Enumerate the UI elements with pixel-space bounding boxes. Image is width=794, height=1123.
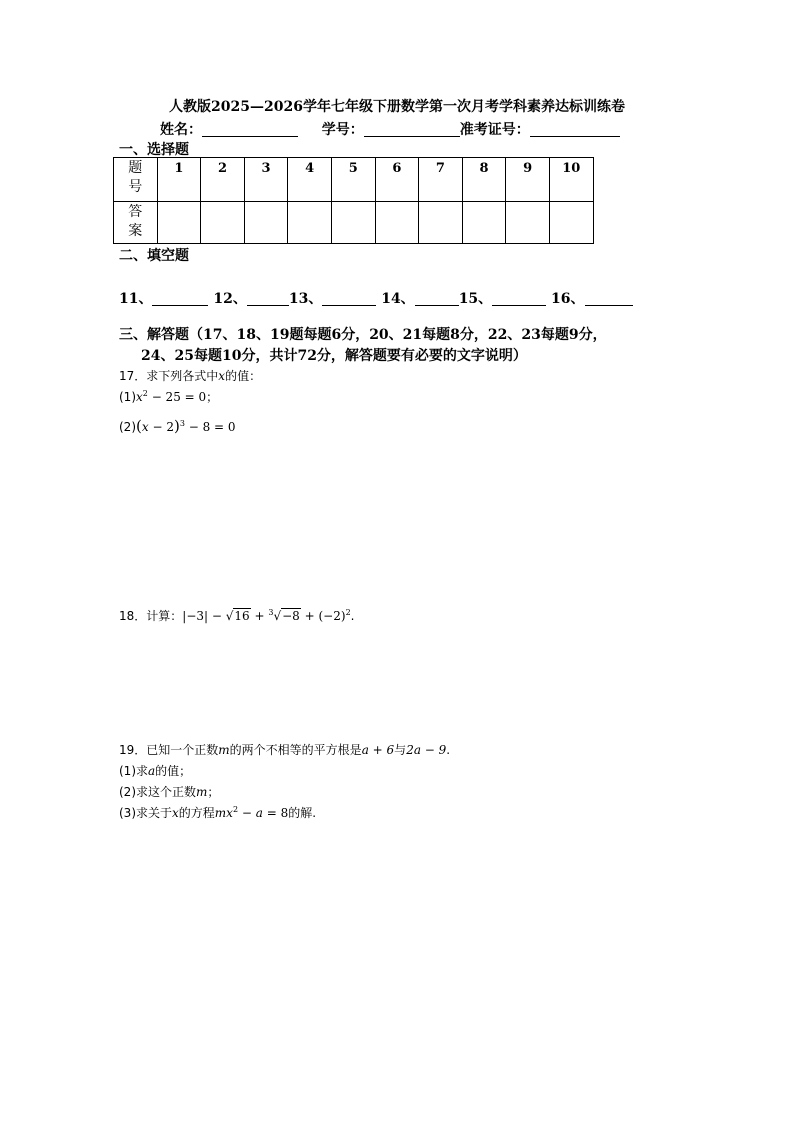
question-17-part-1: $(1)x^2 - 25 = 0$； [119,389,219,404]
student-info-line [160,119,620,139]
fill-blank[interactable] [415,291,459,306]
question-19-stem: 19．已知一个正数m的两个不相等的平方根是a + 6与2a − 9. [119,743,451,757]
student-id-blank[interactable] [364,122,460,137]
answer-cell[interactable] [419,202,463,244]
answer-cell[interactable] [201,202,245,244]
answer-cell[interactable] [288,202,332,244]
fill-number: 15、 [458,291,493,307]
exam-number-label: 准考证号： [459,122,530,138]
fill-blank[interactable] [492,291,546,306]
page-title: 人教版2025—2026学年七年级下册数学第一次月考学科素养达标训练卷 [169,99,625,115]
question-18-expression: $|-3| - √16 + ^3√-8 + (-2)^2$ [182,608,351,623]
name-blank[interactable] [202,122,298,137]
question-17-part-2: $(2)(x - 2)^3 - 8 = 0$ [119,417,236,435]
fill-number: 13、 [288,291,323,307]
exam-number-blank[interactable] [530,122,620,137]
answer-header: 答 案 [114,202,158,244]
question-number-cell: 10 [549,158,593,202]
question-number-cell: 9 [506,158,550,202]
fill-number: 14、 [381,291,415,307]
question-number-cell: 6 [375,158,419,202]
fill-in-answer-line [119,288,633,308]
section-choice-heading: 一、选择题 [119,142,189,158]
name-label: 姓名： [160,122,202,138]
question-number-cell: 1 [157,158,201,202]
question-number-cell: 7 [419,158,463,202]
answer-table [113,157,594,244]
answer-cell[interactable] [244,202,288,244]
section-answer-heading-line1: 三、解答题（17、18、19题每题6分，20、21每题8分，22、23每题9分， [119,327,607,343]
question-18: 18．计算：$|-3| - √16 + ^3√-8 + (-2)^2$. [119,608,355,623]
answer-cell[interactable] [462,202,506,244]
question-number-cell: 3 [244,158,288,202]
question-number-cell: 5 [331,158,375,202]
answer-cell[interactable] [375,202,419,244]
section-fill-heading: 二、填空题 [119,248,189,264]
student-id-label: 学号： [321,122,364,138]
question-17-stem: 17．求下列各式中x的值： [119,369,262,383]
answer-cell[interactable] [157,202,201,244]
question-number-header: 题 号 [114,158,158,202]
question-19-part-1: (1)求a的值； [119,764,192,778]
fill-number: 16、 [551,291,585,307]
answer-cell[interactable] [506,202,550,244]
question-19-part-2: (2)求这个正数m； [119,785,220,799]
question-number-cell: 8 [462,158,506,202]
question-19-part-3: (3)求关于x的方程$mx^2 - a = 8$的解. [119,805,317,820]
fill-number: 12、 [213,291,247,307]
question-number-cell: 2 [201,158,245,202]
answer-table-answer-row [114,202,594,244]
answer-table-number-row [114,158,594,202]
section-answer-heading-line2: 24、25每题10分，共计72分，解答题要有必要的文字说明） [141,348,527,364]
fill-number: 11、 [119,291,153,307]
question-number-cell: 4 [288,158,332,202]
answer-cell[interactable] [549,202,593,244]
answer-cell[interactable] [331,202,375,244]
fill-blank[interactable] [152,291,208,306]
fill-blank[interactable] [322,291,376,306]
fill-blank[interactable] [247,291,289,306]
fill-blank[interactable] [585,291,633,306]
